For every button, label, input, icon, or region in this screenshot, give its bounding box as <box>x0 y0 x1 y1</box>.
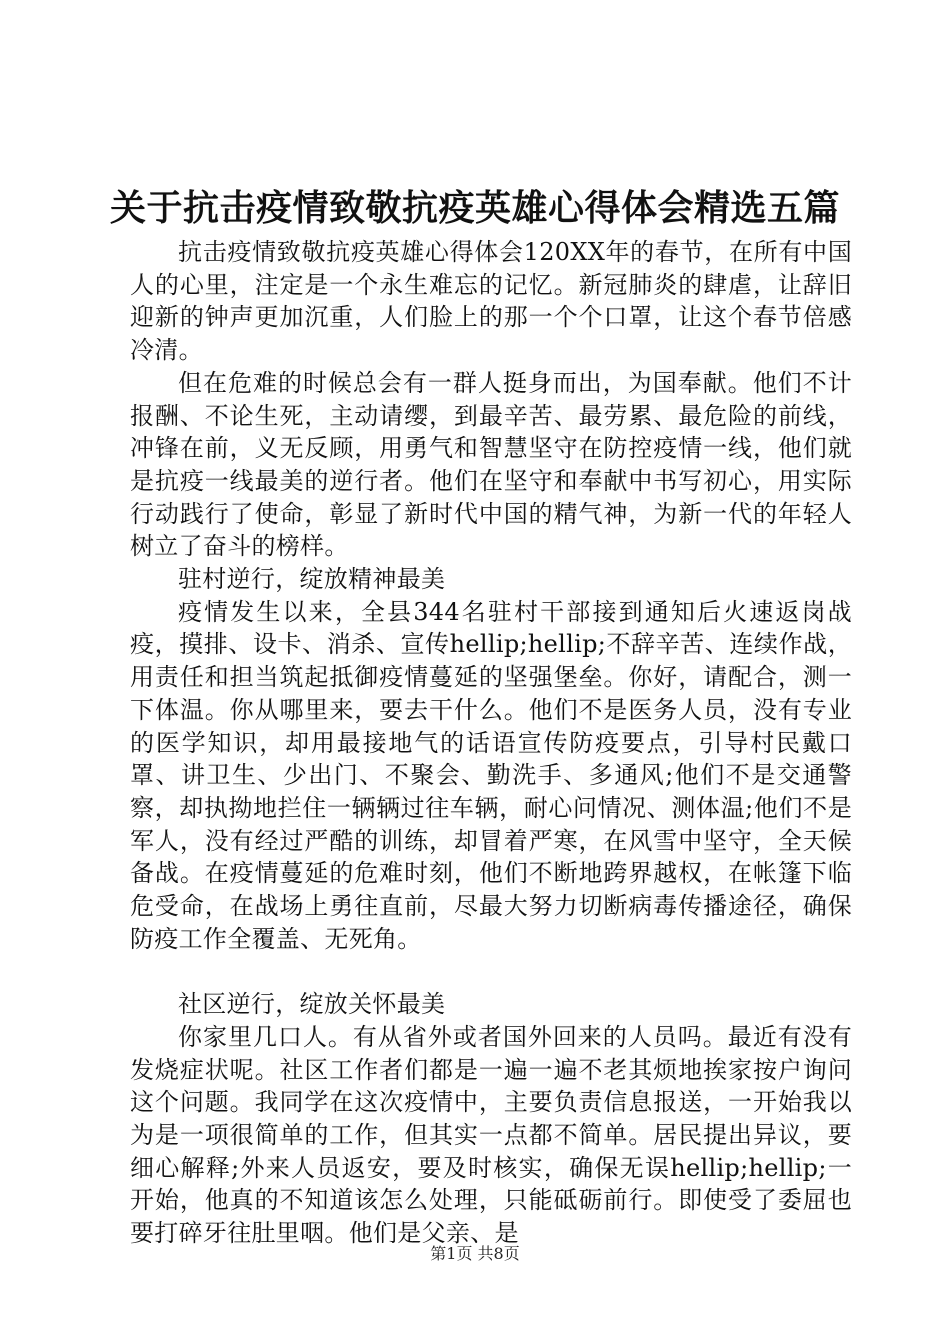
paragraph-intro: 抗击疫情致敬抗疫英雄心得体会120XX年的春节，在所有中国人的心里，注定是一个永生难忘的记忆。新冠肺炎的肆虐，让辞旧迎新的钟声更加沉重，人们脸上的那一个个口罩，让这个春节倍感冷清。 <box>130 238 852 365</box>
paragraph-community: 你家里几口人。有从省外或者国外回来的人员吗。最近有没有发烧症状呢。社区工作者们都是一遍一遍不老其烦地挨家按户询问这个问题。我同学在这次疫情中，主要负责信息报送，一开始我以为是一项很简单的工作，但其实一点都不简单。居民提出异议，要细心解释;外来人员返安，要及时核实，确保无误hellip;hellip;一开始，他真的不知道该怎么处理，只能砥砺前行。即使受了委屈也要打碎牙往肚里咽。他们是父亲、是 <box>130 1022 852 1248</box>
section-heading-village: 驻村逆行，绽放精神最美 <box>178 565 446 594</box>
blank-line <box>130 955 852 988</box>
section-heading-community: 社区逆行，绽放关怀最美 <box>178 990 446 1019</box>
paragraph-heroes: 但在危难的时候总会有一群人挺身而出，为国奉献。他们不计报酬、不论生死，主动请缨，到最辛苦、最劳累、最危险的前线，冲锋在前，义无反顾，用勇气和智慧坚守在防控疫情一线，他们就是抗疫一线最美的逆行者。他们在坚守和奉献中书写初心，用实际行动践行了使命，彰显了新时代中国的精气神，为新一代的年轻人树立了奋斗的榜样。 <box>130 368 852 561</box>
page-title: 关于抗击疫情致敬抗疫英雄心得体会精选五篇 <box>109 188 840 229</box>
paragraph-village: 疫情发生以来，全县344名驻村干部接到通知后火速返岗战疫，摸排、设卡、消杀、宣传hellip;hellip;不辞辛苦、连续作战，用责任和担当筑起抵御疫情蔓延的坚强堡垒。你好，请配合，测一下体温。你从哪里来，要去干什么。他们不是医务人员，没有专业的医学知识，却用最接地气的话语宣传防疫要点，引导村民戴口罩、讲卫生、少出门、不聚会、勤洗手、多通风;他们不是交通警察，却执拗地拦住一辆辆过往车辆，耐心问情况、测体温;他们不是军人，没有经过严酷的训练，却冒着严寒，在风雪中坚守，全天候备战。在疫情蔓延的危难时刻，他们不断地跨界越权，在帐篷下临危受命，在战场上勇往直前，尽最大努力切断病毒传播途径，确保防疫工作全覆盖、无死角。 <box>130 597 852 953</box>
page-number-footer: 第1页 共8页 <box>430 1244 520 1263</box>
document-body <box>130 236 852 1250</box>
